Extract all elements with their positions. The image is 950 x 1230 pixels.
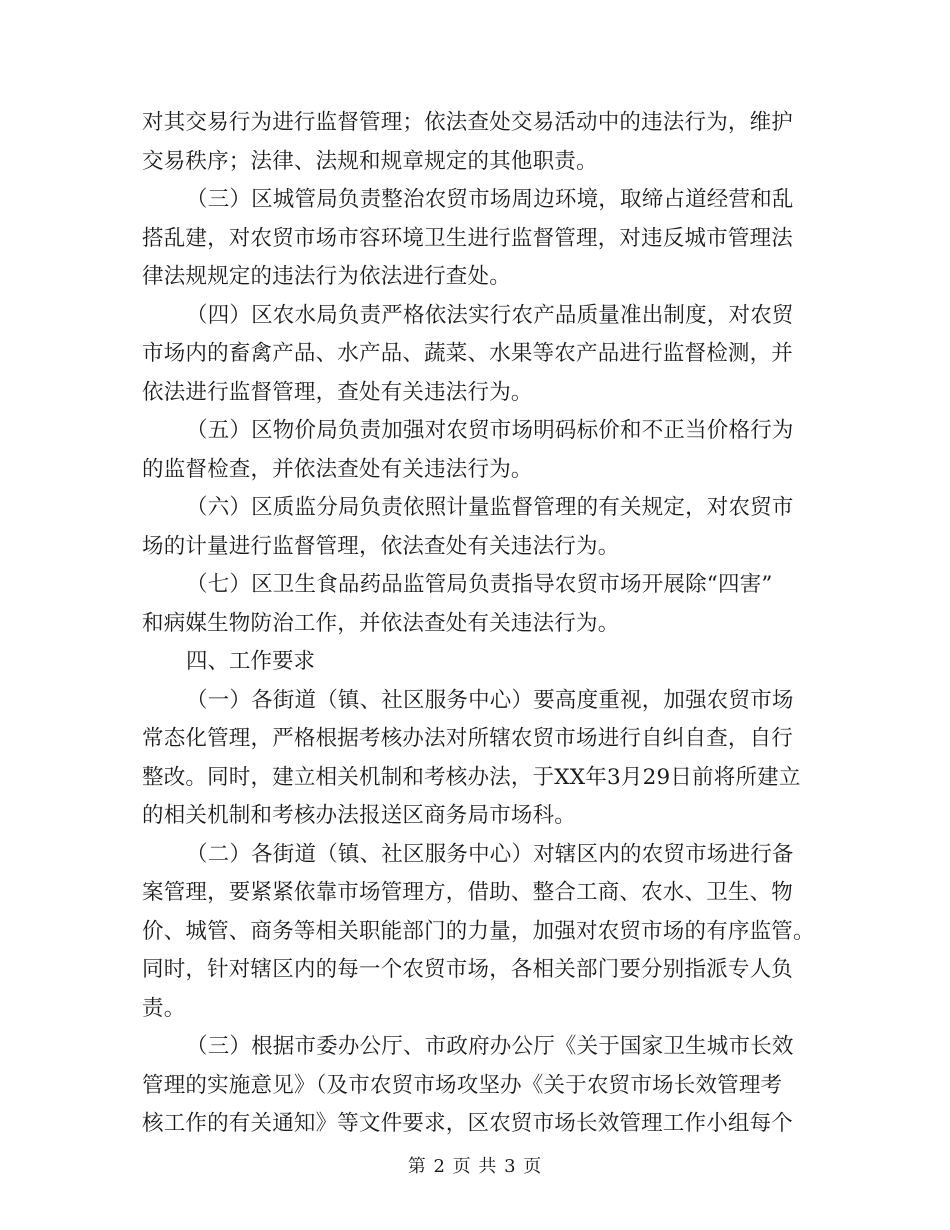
text-line: 的监督检查，并依法查处有关违法行为。 xyxy=(142,456,533,482)
text-line: 常态化管理，严格根据考核办法对所辖农贸市场进行自纠自查，自行 xyxy=(142,726,794,751)
requirement-1 xyxy=(142,682,810,836)
text-line: 搭乱建，对农贸市场市容环境卫生进行监督管理，对违反城市管理法 xyxy=(142,225,794,251)
section-heading: 四、工作要求 xyxy=(186,649,316,674)
text-line: 同时，针对辖区内的每一个农贸市场，各相关部门要分别指派专人负 xyxy=(142,957,794,982)
text-line: （三）根据市委办公厅、市政府办公厅《关于国家卫生城市长效 xyxy=(186,1034,794,1059)
text-line: （四）区农水局负责严格依法实行农产品质量准出制度，对农贸 xyxy=(186,302,794,328)
text-line: （七）区卫生食品药品监管局负责指导农贸市场开展除“四害” xyxy=(186,572,773,597)
text-line: 价、城管、商务等相关职能部门的力量，加强对农贸市场的有序监管。 xyxy=(142,918,815,944)
page-footer: 第 2 页 共 3 页 xyxy=(407,1156,543,1177)
text-line: 场的计量进行监督管理，依法查处有关违法行为。 xyxy=(142,533,620,559)
text-line: 案管理，要紧紧依靠市场管理方，借助、整合工商、农水、卫生、物 xyxy=(142,880,794,905)
text-line: （一）各街道（镇、社区服务中心）要高度重视，加强农贸市场 xyxy=(186,687,794,713)
text-line: （六）区质监分局负责依照计量监督管理的有关规定，对农贸市 xyxy=(186,495,794,520)
text-line: （二）各街道（镇、社区服务中心）对辖区内的农贸市场进行备 xyxy=(186,841,794,867)
text-line: 整改。同时，建立相关机制和考核办法，于XX年3月29日前将所建立 xyxy=(142,764,801,790)
requirement-3 xyxy=(142,1028,810,1144)
text-line: 对其交易行为进行监督管理；依法查处交易活动中的违法行为，维护 xyxy=(142,110,794,135)
text-line: 依法进行监督管理，查处有关违法行为。 xyxy=(142,379,533,405)
text-line: 责。 xyxy=(142,995,186,1021)
text-line: 市场内的畜禽产品、水产品、蔬菜、水果等农产品进行监督检测，并 xyxy=(142,341,794,366)
text-line: 律法规规定的违法行为依法进行查处。 xyxy=(142,264,511,289)
text-line: 和病媒生物防治工作，并依法查处有关违法行为。 xyxy=(142,610,620,636)
text-line: 交易秩序；法律、法规和规章规定的其他职责。 xyxy=(142,148,598,174)
text-line: 核工作的有关通知》等文件要求，区农贸市场长效管理工作小组每个 xyxy=(142,1111,794,1136)
paragraph-item-3 xyxy=(142,181,810,297)
document-body xyxy=(142,104,815,1144)
text-line: 的相关机制和考核办法报送区商务局市场科。 xyxy=(142,803,577,828)
paragraph-continuation xyxy=(142,104,810,181)
text-line: （五）区物价局负责加强对农贸市场明码标价和不正当价格行为 xyxy=(186,418,794,443)
requirement-2 xyxy=(142,836,815,1029)
text-line: 管理的实施意见》（及市农贸市场攻坚办《关于农贸市场长效管理考 xyxy=(142,1072,783,1098)
paragraph-item-4 xyxy=(142,297,810,413)
paragraph-item-7 xyxy=(142,566,810,643)
paragraph-item-6 xyxy=(142,489,810,566)
text-line: （三）区城管局负责整治农贸市场周边环境，取缔占道经营和乱 xyxy=(186,187,794,212)
paragraph-item-5 xyxy=(142,412,810,489)
